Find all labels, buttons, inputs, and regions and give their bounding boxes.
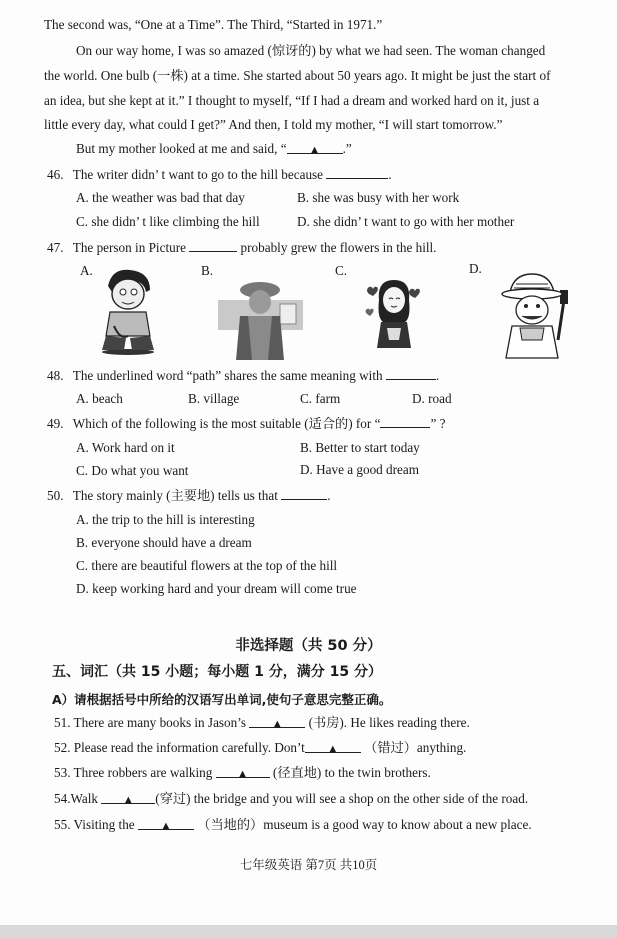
passage-text: But my mother looked at me and said, “ bbox=[76, 141, 287, 156]
girl-hearts-picture[interactable] bbox=[365, 274, 423, 350]
question-stem: probably grew the flowers in the hill. bbox=[240, 240, 437, 255]
passage-line: On our way home, I was so amazed (惊讶的) by what we had seen. The woman changed bbox=[76, 43, 546, 58]
picture-label-c: C. bbox=[335, 263, 348, 278]
triangle-marker-icon: ▲ bbox=[271, 718, 283, 730]
question-stem: Which of the following is the most suitable (适合的) for “ bbox=[72, 416, 381, 431]
question-stem: （错过）anything. bbox=[364, 740, 467, 755]
triangle-marker-icon: ▲ bbox=[237, 768, 249, 780]
option-b[interactable]: B. everyone should have a dream bbox=[76, 535, 252, 550]
question-51 bbox=[54, 715, 470, 731]
page-footer: 七年级英语 第7页 共10页 bbox=[239, 858, 378, 872]
passage-line: The second was, “One at a Time”. The Third, “Started in 1971.” bbox=[44, 17, 383, 32]
question-53 bbox=[54, 765, 431, 781]
question-stem: 55. Visiting the bbox=[54, 817, 135, 832]
question-55 bbox=[54, 817, 532, 833]
question-stem: 53. Three robbers are walking bbox=[54, 765, 213, 780]
boy-planting-picture[interactable] bbox=[98, 266, 158, 356]
question-stem: The writer didn’ t want to go to the hill because bbox=[72, 167, 324, 182]
question-number: 46. bbox=[47, 167, 64, 182]
answer-blank[interactable] bbox=[138, 817, 194, 830]
option-d[interactable]: D. Have a good dream bbox=[300, 462, 420, 477]
instruction-text: A）请根据括号中所给的汉语写出单词,使句子意思完整正确。 bbox=[52, 692, 392, 707]
passage-line: the world. One bulb (一株) at a time. She started about 50 years ago. It might be just the start of bbox=[44, 68, 551, 83]
answer-blank[interactable] bbox=[287, 141, 343, 154]
question-stem: 52. Please read the information carefully. Don’t bbox=[54, 740, 305, 755]
option-b[interactable]: B. village bbox=[188, 391, 240, 406]
option-a[interactable]: A. Work hard on it bbox=[76, 440, 175, 455]
question-52 bbox=[54, 740, 466, 756]
question-number: 48. bbox=[47, 368, 64, 383]
answer-blank[interactable] bbox=[281, 487, 327, 500]
answer-blank[interactable] bbox=[305, 740, 361, 753]
question-stem: The underlined word “path” shares the same meaning with bbox=[72, 368, 383, 383]
question-number: 47. bbox=[47, 240, 64, 255]
option-b[interactable]: B. Better to start today bbox=[300, 440, 420, 455]
triangle-marker-icon: ▲ bbox=[309, 144, 321, 156]
question-stem: （当地的）museum is a good way to know about a new place. bbox=[197, 817, 532, 832]
question-50: 50. The story mainly (主要地) tells us that . bbox=[47, 488, 331, 503]
option-a[interactable]: A. beach bbox=[76, 391, 123, 406]
woman-photo-picture[interactable] bbox=[218, 280, 303, 360]
answer-blank[interactable] bbox=[189, 239, 237, 252]
question-stem: The story mainly (主要地) tells us that bbox=[72, 488, 278, 503]
question-number: 50. bbox=[47, 488, 64, 503]
question-48: 48. The underlined word “path” shares the same meaning with . bbox=[47, 368, 440, 383]
answer-blank[interactable] bbox=[380, 415, 430, 428]
picture-label-b: B. bbox=[201, 263, 214, 278]
option-b[interactable]: B. she was busy with her work bbox=[297, 190, 460, 205]
question-stem: (穿过) the bridge and you will see a shop on the other side of the road. bbox=[155, 791, 529, 806]
answer-blank[interactable] bbox=[101, 791, 155, 804]
option-a[interactable]: A. the weather was bad that day bbox=[76, 190, 245, 205]
passage-line: little every day, what could I get?” And then, I told my mother, “I will start tomorrow.” bbox=[44, 117, 503, 132]
passage-line bbox=[76, 141, 352, 157]
question-47 bbox=[47, 239, 436, 256]
triangle-marker-icon: ▲ bbox=[327, 743, 339, 755]
option-c[interactable]: C. she didn’ t like climbing the hill bbox=[76, 214, 260, 229]
question-49 bbox=[47, 415, 445, 432]
option-c[interactable]: C. farm bbox=[300, 391, 341, 406]
option-c[interactable]: C. there are beautiful flowers at the top of the hill bbox=[76, 558, 338, 573]
question-stem: (书房). He likes reading there. bbox=[308, 715, 470, 730]
triangle-marker-icon: ▲ bbox=[160, 820, 172, 832]
part-title: 非选择题（共 50 分） bbox=[235, 638, 382, 654]
option-d[interactable]: D. road bbox=[412, 391, 452, 406]
question-46: 46. The writer didn’ t want to go to the hill because . bbox=[47, 167, 392, 182]
section-heading: 五、词汇（共 15 小题；每小题 1 分，满分 15 分） bbox=[52, 664, 382, 680]
picture-label-a: A. bbox=[80, 263, 93, 278]
option-d[interactable]: D. keep working hard and your dream will come true bbox=[76, 581, 357, 596]
picture-label-d: D. bbox=[469, 261, 482, 276]
answer-blank[interactable] bbox=[326, 166, 388, 179]
triangle-marker-icon: ▲ bbox=[122, 794, 134, 806]
passage-text: .” bbox=[342, 141, 352, 156]
answer-blank[interactable] bbox=[249, 715, 305, 728]
question-number: 49. bbox=[47, 416, 64, 431]
question-54 bbox=[54, 791, 528, 807]
question-stem: ” ? bbox=[430, 416, 446, 431]
answer-blank[interactable] bbox=[386, 367, 436, 380]
question-stem: 51. There are many books in Jason’s bbox=[54, 715, 247, 730]
farmer-picture[interactable] bbox=[490, 270, 574, 360]
question-stem: The person in Picture bbox=[72, 240, 186, 255]
option-a[interactable]: A. the trip to the hill is interesting bbox=[76, 512, 255, 527]
passage-line: an idea, but she kept at it.” I thought to myself, “If I had a dream and worked hard on it, just a bbox=[44, 93, 540, 108]
question-stem: (径直地) to the twin brothers. bbox=[272, 765, 431, 780]
option-d[interactable]: D. she didn’ t want to go with her mother bbox=[297, 214, 515, 229]
answer-blank[interactable] bbox=[216, 765, 270, 778]
page-bottom-strip bbox=[0, 925, 617, 938]
question-stem: 54.Walk bbox=[54, 791, 98, 806]
option-c[interactable]: C. Do what you want bbox=[76, 463, 189, 478]
